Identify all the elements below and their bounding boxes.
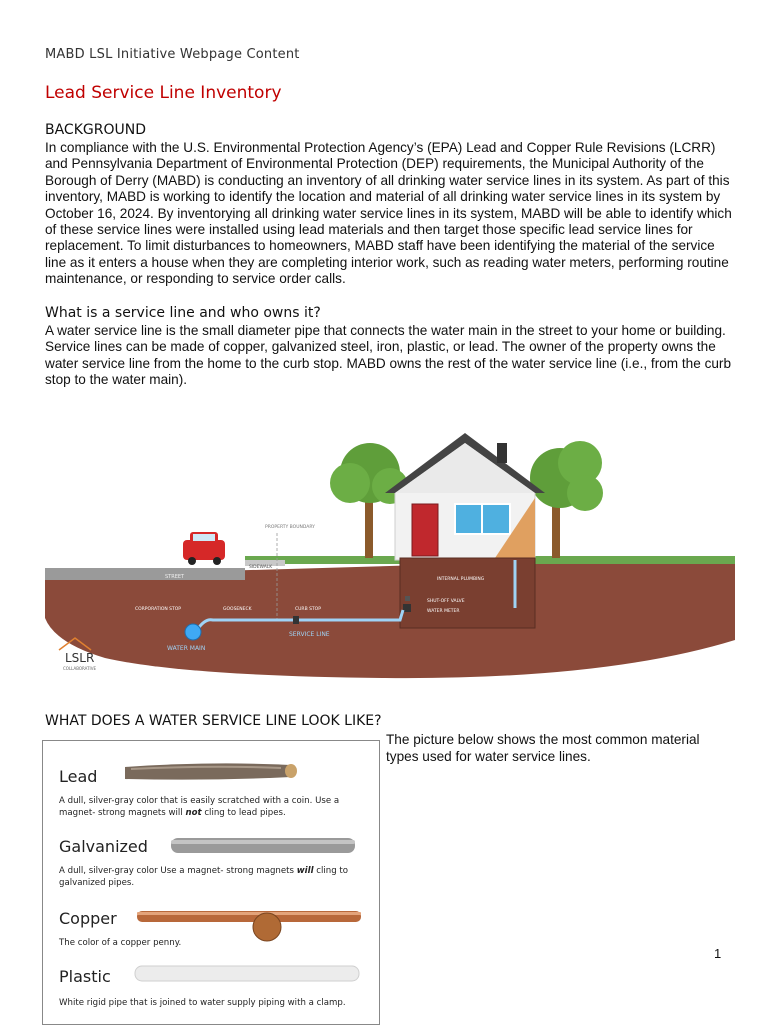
logo-subtext: COLLABORATIVE [63, 666, 96, 671]
pipe-name-copper: Copper [59, 909, 117, 928]
shut-off-valve-icon [405, 596, 410, 601]
look-description: The picture below shows the most common material types used for water service lines. [386, 732, 700, 764]
page-number: 1 [714, 946, 722, 961]
water-meter-label: WATER METER [427, 609, 460, 614]
street-label: STREET [165, 574, 185, 580]
pipe-name-lead: Lead [59, 767, 98, 786]
galvanized-pipe-icon [169, 835, 359, 857]
right-tree-icon [530, 441, 603, 558]
service-line-label: SERVICE LINE [289, 631, 330, 638]
sidewalk-label: SIDEWALK [249, 565, 273, 570]
service-line-heading: What is a service line and who owns it? [45, 305, 321, 321]
internal-plumbing-label: INTERNAL PLUMBING [437, 577, 485, 582]
plastic-pipe-icon [133, 963, 363, 985]
service-line-paragraph: A water service line is the small diameter pipe that connects the water main in the street to your home or building. Service lines can be made of copper, galvanized steel, iron, plastic, or lead. The owner of the property owns the water service line from the home to the curb stop. MABD owns the rest of the water service line (i.e., from the curb stop to the water main). [45, 323, 732, 388]
page-title: Lead Service Line Inventory [45, 83, 282, 103]
car-icon [183, 532, 225, 565]
page-header: MABD LSL Initiative Webpage Content [45, 47, 300, 62]
shut-off-valve-label: SHUT-OFF VALVE [427, 599, 465, 604]
pipe-desc-plastic: White rigid pipe that is joined to water supply piping with a clamp. [59, 998, 346, 1008]
pipe-desc-copper: The color of a copper penny. [59, 938, 182, 948]
lead-pipe-icon [121, 759, 301, 785]
water-main-icon [185, 624, 201, 640]
gooseneck-label: GOOSENECK [223, 607, 252, 612]
pipe-name-plastic: Plastic [59, 967, 111, 986]
look-heading: WHAT DOES A WATER SERVICE LINE LOOK LIKE? [45, 713, 382, 729]
water-main-label: WATER MAIN [167, 645, 206, 652]
pipe-desc-galvanized: A dull, silver-gray color Use a magnet- strong magnets will cling to galvanized pipes. [59, 866, 349, 888]
house-icon [385, 433, 545, 560]
pipe-name-galvanized: Galvanized [59, 837, 148, 856]
logo-text: LSLR [65, 651, 95, 665]
street-surface [45, 568, 245, 580]
corporation-stop-label: CORPORATION STOP [135, 607, 182, 612]
service-line-diagram [45, 408, 735, 680]
pipe-materials-figure [42, 740, 380, 1025]
background-paragraph: In compliance with the U.S. Environmental Protection Agency’s (EPA) Lead and Copper Rule Revisions (LCRR) and Pennsylvania Department of Environmental Protection (DEP) requirements, the Municipal Authority of the Borough of Derry (MABD) is conducting an inventory of all drinking water service lines in its system. As part of this inventory, MABD is working to identify the location and material of all drinking water service lines in its system by October 16, 2024. By inventorying all drinking water service lines in its system, MABD will be able to identify which of these service lines were installed using lead materials and then target those specific lead service lines for replacement. To limit disturbances to homeowners, MABD staff have been identifying the material of the service line as it enters a house when they are completing interior work, such as reading water meters, performing routine maintenance, or responding to service order calls. [45, 140, 732, 287]
property-boundary-label: PROPERTY BOUNDARY [265, 525, 315, 530]
curb-stop-icon [293, 616, 299, 624]
curb-stop-label: CURB STOP [295, 607, 321, 612]
pipe-desc-lead: A dull, silver-gray color that is easily scratched with a coin. Use a magnet- strong magnets will not cling to lead pipes. [59, 796, 340, 818]
background-heading: BACKGROUND [45, 122, 146, 138]
